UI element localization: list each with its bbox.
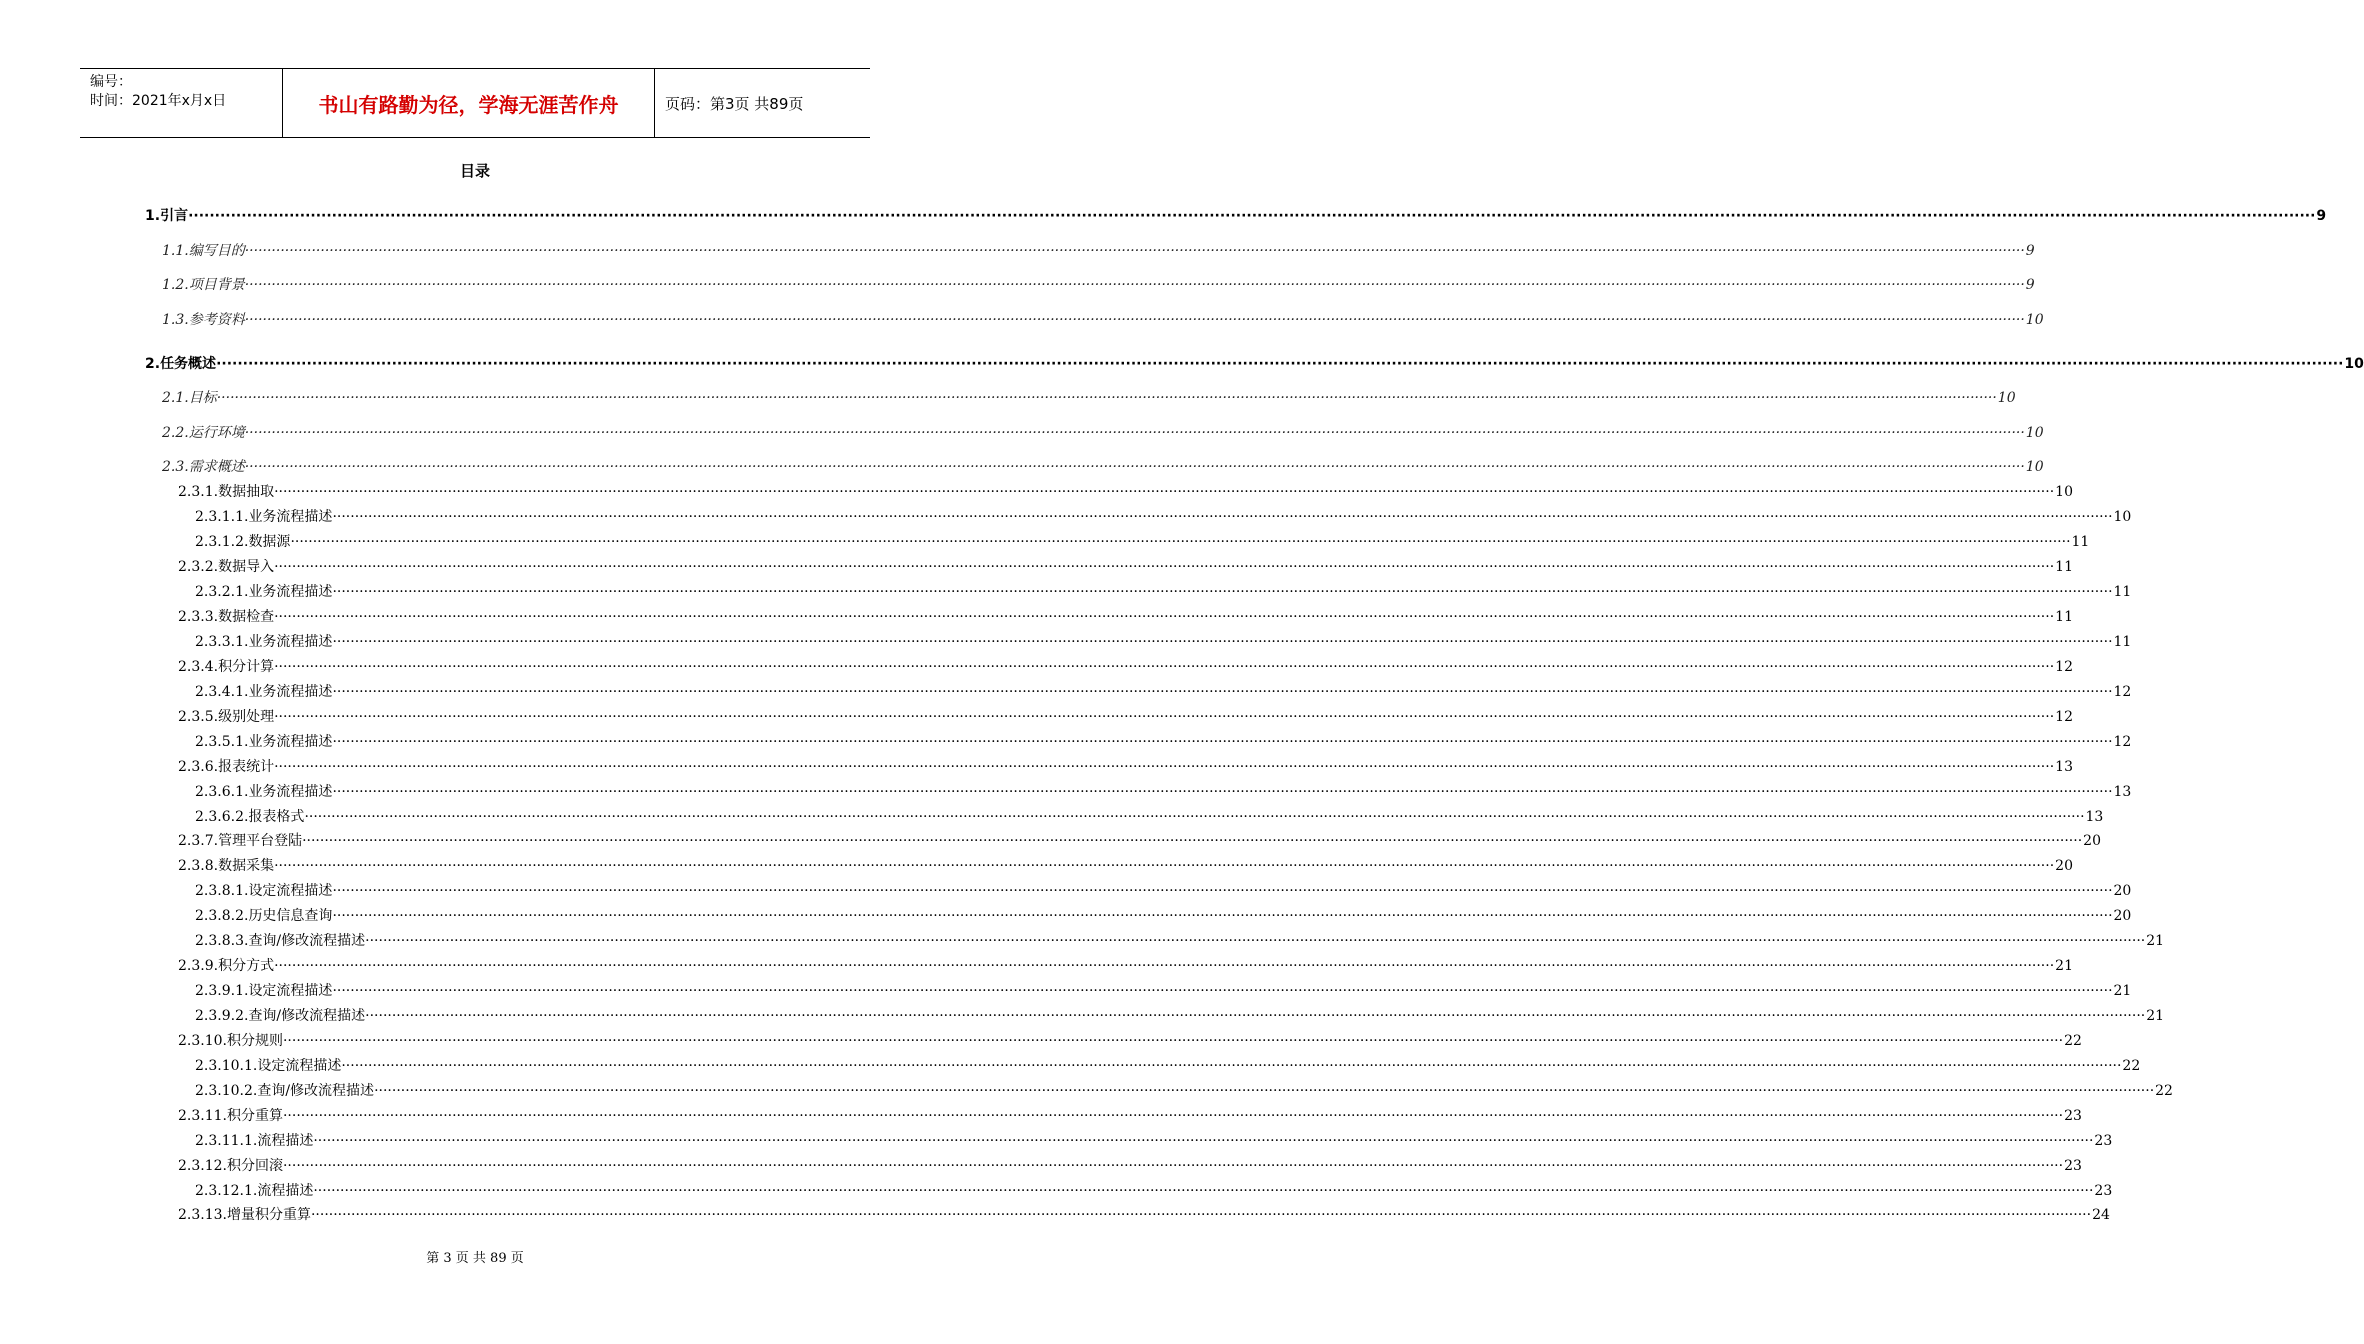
toc-entry-title: 编写目的 [188,243,245,259]
toc-entry[interactable] [195,581,2132,601]
toc-entry[interactable] [195,731,2132,751]
toc-entry-number: 2.3.10. [178,1033,227,1049]
toc-dot-leader: ················································································································································································································································································································································································································ [313,1133,2094,1149]
toc-entry-number: 2.3.1. [178,484,219,500]
toc-entry-page: 10 [2025,459,2044,475]
header-meta [80,69,283,137]
toc-entry-page: 24 [2092,1207,2110,1223]
toc-dot-leader: ················································································································································································································································································································································································································ [365,933,2146,949]
toc-entry-number: 2.3.9.1. [195,983,249,999]
toc-dot-leader: ················································································································································································································································································································································································································ [216,356,2344,372]
toc-entry-page: 20 [2083,833,2101,849]
toc-entry[interactable] [195,1055,2141,1075]
toc-entry-page: 21 [2146,1008,2165,1024]
toc-entry-number: 2.1. [162,390,189,406]
toc-entry-number: 1.1. [162,243,189,259]
toc-dot-leader: ················································································································································································································································································································································································································ [274,759,2055,775]
toc-entry[interactable] [162,387,2016,407]
toc-entry-title: 目标 [188,390,217,406]
toc-entry-title: 任务概述 [160,356,217,372]
toc-entry-number: 2.3.5. [178,709,219,725]
toc-entry-number: 1.2. [162,277,189,293]
toc-dot-leader: ················································································································································································································································································································································································································ [310,1207,2092,1223]
toc-title: 目录 [459,162,490,180]
toc-dot-leader: ················································································································································································································································································································································································································ [244,243,2025,259]
toc-entry[interactable] [195,1130,2113,1150]
toc-entry-title: 积分计算 [218,659,275,675]
toc-entry[interactable] [145,205,2327,225]
toc-entry-page: 23 [2064,1108,2082,1124]
toc-entry-title: 业务流程描述 [248,784,333,800]
toc-entry-page: 20 [2113,883,2132,899]
toc-dot-leader: ················································································································································································································································································································································································································ [332,634,2113,650]
toc-entry-page: 23 [2094,1183,2113,1199]
toc-entry-number: 2.3.8.2. [195,908,249,924]
toc-entry-page: 13 [2113,784,2132,800]
toc-entry-page: 23 [2094,1133,2113,1149]
toc-entry-title: 积分回滚 [226,1158,283,1174]
toc-entry-number: 2.3.2. [178,559,219,575]
toc-dot-leader: ················································································································································································································································································································································································································ [274,484,2055,500]
toc-entry-title: 历史信息查询 [248,908,333,924]
toc-entry[interactable] [162,456,2044,476]
toc-entry-number: 2.3. [162,459,189,475]
toc-entry[interactable] [178,830,2101,850]
toc-entry-title: 设定流程描述 [248,883,333,899]
toc-dot-leader: ················································································································································································································································································································································································································ [302,833,2083,849]
toc-entry-number: 2.3.4.1. [195,684,249,700]
toc-dot-leader: ················································································································································································································································································································································································································ [332,908,2113,924]
toc-entry-number: 2.2. [162,425,189,441]
toc-entry-page: 9 [2316,208,2327,224]
toc-entry[interactable] [195,806,2104,826]
toc-entry-number: 2.3.1.1. [195,509,249,525]
page-footer: 第 3 页 共 89 页 [426,1251,524,1266]
toc-entry-page: 13 [2085,809,2104,825]
toc-entry[interactable] [145,353,2364,373]
toc-entry-title: 设定流程描述 [248,983,333,999]
toc-entry-title: 流程描述 [257,1183,314,1199]
toc-entry[interactable] [178,556,2073,576]
toc-dot-leader: ················································································································································································································································································································································································································ [313,1183,2094,1199]
toc-entry-title: 需求概述 [188,459,245,475]
toc-dot-leader: ················································································································································································································································································································································································································ [332,734,2113,750]
toc-entry-page: 11 [2055,559,2073,575]
toc-entry-number: 2.3.6.2. [195,809,249,825]
toc-entry-title: 报表统计 [218,759,275,775]
toc-entry-number: 2.3.7. [178,833,219,849]
toc-dot-leader: ················································································································································································································································································································································································································ [274,609,2055,625]
toc-entry-page: 22 [2064,1033,2082,1049]
toc-entry-page: 11 [2113,584,2132,600]
toc-entry-number: 2.3.9. [178,958,219,974]
toc-dot-leader: ················································································································································································································································································································································································································ [244,425,2025,441]
toc-dot-leader: ················································································································································································································································································································································································································ [274,559,2055,575]
document-time-label: 时间：2021年x月x日 [90,93,227,109]
toc-dot-leader: ················································································································································································································································································································································································································ [332,584,2113,600]
toc-dot-leader: ················································································································································································································································································································································································································ [332,509,2113,525]
toc-entry-title: 积分重算 [226,1108,283,1124]
toc-entry-title: 参考资料 [188,312,245,328]
toc-entry-page: 10 [2055,484,2073,500]
toc-entry-title: 积分方式 [218,958,275,974]
toc-entry-title: 运行环境 [188,425,245,441]
toc-entry-title: 级别处理 [218,709,275,725]
toc-entry[interactable] [178,656,2073,676]
toc-entry[interactable] [195,1180,2113,1200]
toc-entry-title: 增量积分重算 [226,1207,311,1223]
toc-entry-title: 业务流程描述 [248,634,333,650]
toc-entry-page: 12 [2055,659,2073,675]
toc-entry[interactable] [178,1105,2082,1125]
toc-entry-title: 数据导入 [218,559,275,575]
toc-entry[interactable] [178,1204,2110,1224]
toc-dot-leader: ················································································································································································································································································································································································································ [282,1108,2064,1124]
toc-entry-page: 10 [1997,390,2016,406]
toc-entry[interactable] [178,1155,2082,1175]
toc-entry-title: 业务流程描述 [248,584,333,600]
toc-dot-leader: ················································································································································································································································································································································································································ [332,983,2113,999]
toc-entry[interactable] [162,240,2035,260]
toc-entry-number: 1.3. [162,312,189,328]
toc-dot-leader: ················································································································································································································································································································································································································ [216,390,1997,406]
toc-entry-page: 10 [2025,425,2044,441]
toc-entry-title: 业务流程描述 [248,684,333,700]
toc-entry[interactable] [195,531,2090,551]
toc-dot-leader: ················································································································································································································································································································································································································ [274,858,2055,874]
toc-entry-number: 2.3.8.1. [195,883,249,899]
toc-entry-page: 12 [2113,734,2132,750]
toc-entry-title: 管理平台登陆 [218,833,303,849]
toc-dot-leader: ················································································································································································································································································································································································································ [244,277,2025,293]
toc-entry-number: 2.3.11.1. [195,1133,258,1149]
toc-entry[interactable] [195,880,2132,900]
toc-entry-number: 2.3.3.1. [195,634,249,650]
toc-entry-page: 12 [2113,684,2132,700]
toc-entry[interactable] [195,905,2132,925]
toc-entry-number: 2.3.10.1. [195,1058,258,1074]
toc-dot-leader: ················································································································································································································································································································································································································ [374,1083,2155,1099]
toc-entry-page: 20 [2055,858,2073,874]
toc-entry-number: 2.3.10.2. [195,1083,258,1099]
toc-entry-number: 2.3.9.2. [195,1008,249,1024]
toc-entry-number: 1. [145,208,161,224]
toc-entry-title: 数据源 [248,534,291,550]
toc-entry[interactable] [178,606,2073,626]
toc-dot-leader: ················································································································································································································································································································································································································ [304,809,2085,825]
toc-entry-title: 查询/修改流程描述 [248,1008,366,1024]
toc-entry-page: 10 [2113,509,2132,525]
toc-entry-number: 2.3.2.1. [195,584,249,600]
toc-entry-number: 2.3.8. [178,858,219,874]
toc-entry-title: 引言 [160,208,189,224]
toc-entry-number: 2.3.6.1. [195,784,249,800]
toc-dot-leader: ················································································································································································································································································································································································································ [244,312,2025,328]
toc-entry-title: 数据检查 [218,609,275,625]
toc-entry[interactable] [195,681,2132,701]
toc-entry-title: 流程描述 [257,1133,314,1149]
toc-dot-leader: ················································································································································································································································································································································································································ [188,208,2316,224]
toc-entry[interactable] [195,980,2132,1000]
toc-entry-page: 21 [2055,958,2073,974]
toc-entry-page: 20 [2113,908,2132,924]
toc-entry[interactable] [195,930,2165,950]
toc-dot-leader: ················································································································································································································································································································································································································ [365,1008,2146,1024]
toc-entry-number: 2.3.6. [178,759,219,775]
toc-entry-number: 2.3.12. [178,1158,227,1174]
toc-entry[interactable] [195,1080,2173,1100]
toc-entry-number: 2.3.12.1. [195,1183,258,1199]
toc-entry-number: 2.3.5.1. [195,734,249,750]
toc-entry[interactable] [162,309,2044,329]
toc-dot-leader: ················································································································································································································································································································································································································ [332,784,2113,800]
toc-entry-page: 11 [2113,634,2132,650]
toc-entry-number: 2.3.1.2. [195,534,249,550]
toc-dot-leader: ················································································································································································································································································································································································································ [274,958,2055,974]
toc-entry-page: 12 [2055,709,2073,725]
toc-entry-page: 22 [2122,1058,2141,1074]
toc-entry[interactable] [178,855,2073,875]
toc-entry[interactable] [178,706,2073,726]
toc-dot-leader: ················································································································································································································································································································································································································ [332,684,2113,700]
toc-entry-page: 13 [2055,759,2073,775]
toc-entry-title: 业务流程描述 [248,734,333,750]
toc-entry[interactable] [195,1005,2165,1025]
toc-entry-page: 21 [2113,983,2132,999]
toc-entry-title: 查询/修改流程描述 [248,933,366,949]
toc-dot-leader: ················································································································································································································································································································································································································ [282,1033,2064,1049]
toc-entry-page: 11 [2071,534,2090,550]
toc-entry[interactable] [178,1030,2082,1050]
toc-entry-title: 积分规则 [226,1033,283,1049]
toc-entry-page: 22 [2155,1083,2173,1099]
toc-entry-number: 2. [145,356,161,372]
toc-entry-number: 2.3.13. [178,1207,227,1223]
toc-entry-title: 数据抽取 [218,484,275,500]
toc-entry-title: 查询/修改流程描述 [257,1083,375,1099]
toc-entry-title: 报表格式 [248,809,305,825]
toc-entry-page: 9 [2025,243,2035,259]
toc-entry-number: 2.3.8.3. [195,933,249,949]
toc-entry[interactable] [195,631,2132,651]
toc-entry-title: 设定流程描述 [257,1058,342,1074]
toc-entry-title: 业务流程描述 [248,509,333,525]
document-number-label: 编号： [90,74,132,90]
toc-entry-page: 10 [2344,356,2364,372]
toc-dot-leader: ················································································································································································································································································································································································································ [244,459,2025,475]
toc-entry-number: 2.3.11. [178,1108,227,1124]
toc-entry[interactable] [178,756,2073,776]
toc-entry-page: 10 [2025,312,2044,328]
toc-entry-number: 2.3.4. [178,659,219,675]
toc-entry-title: 数据采集 [218,858,275,874]
toc-entry-page: 9 [2025,277,2035,293]
toc-entry-page: 11 [2055,609,2073,625]
toc-entry[interactable] [195,781,2132,801]
toc-entry[interactable] [178,481,2073,501]
toc-dot-leader: ················································································································································································································································································································································································································ [282,1158,2064,1174]
toc-dot-leader: ················································································································································································································································································································································································································ [341,1058,2122,1074]
toc-dot-leader: ················································································································································································································································································································································································································ [290,534,2071,550]
toc-entry[interactable] [178,955,2073,975]
header-page-info: 页码：第3页 共89页 [665,94,804,113]
toc-dot-leader: ················································································································································································································································································································································································································ [332,883,2113,899]
toc-dot-leader: ················································································································································································································································································································································································································ [274,659,2055,675]
page-header [80,68,870,138]
toc-entry[interactable] [162,274,2035,294]
toc-entry-number: 2.3.3. [178,609,219,625]
header-motto: 书山有路勤为径，学海无涯苦作舟 [283,69,655,137]
toc-dot-leader: ················································································································································································································································································································································································································ [274,709,2055,725]
toc-entry[interactable] [195,506,2132,526]
toc-entry-page: 23 [2064,1158,2082,1174]
toc-entry-title: 项目背景 [188,277,245,293]
toc-entry-page: 21 [2146,933,2165,949]
toc-entry[interactable] [162,422,2044,442]
